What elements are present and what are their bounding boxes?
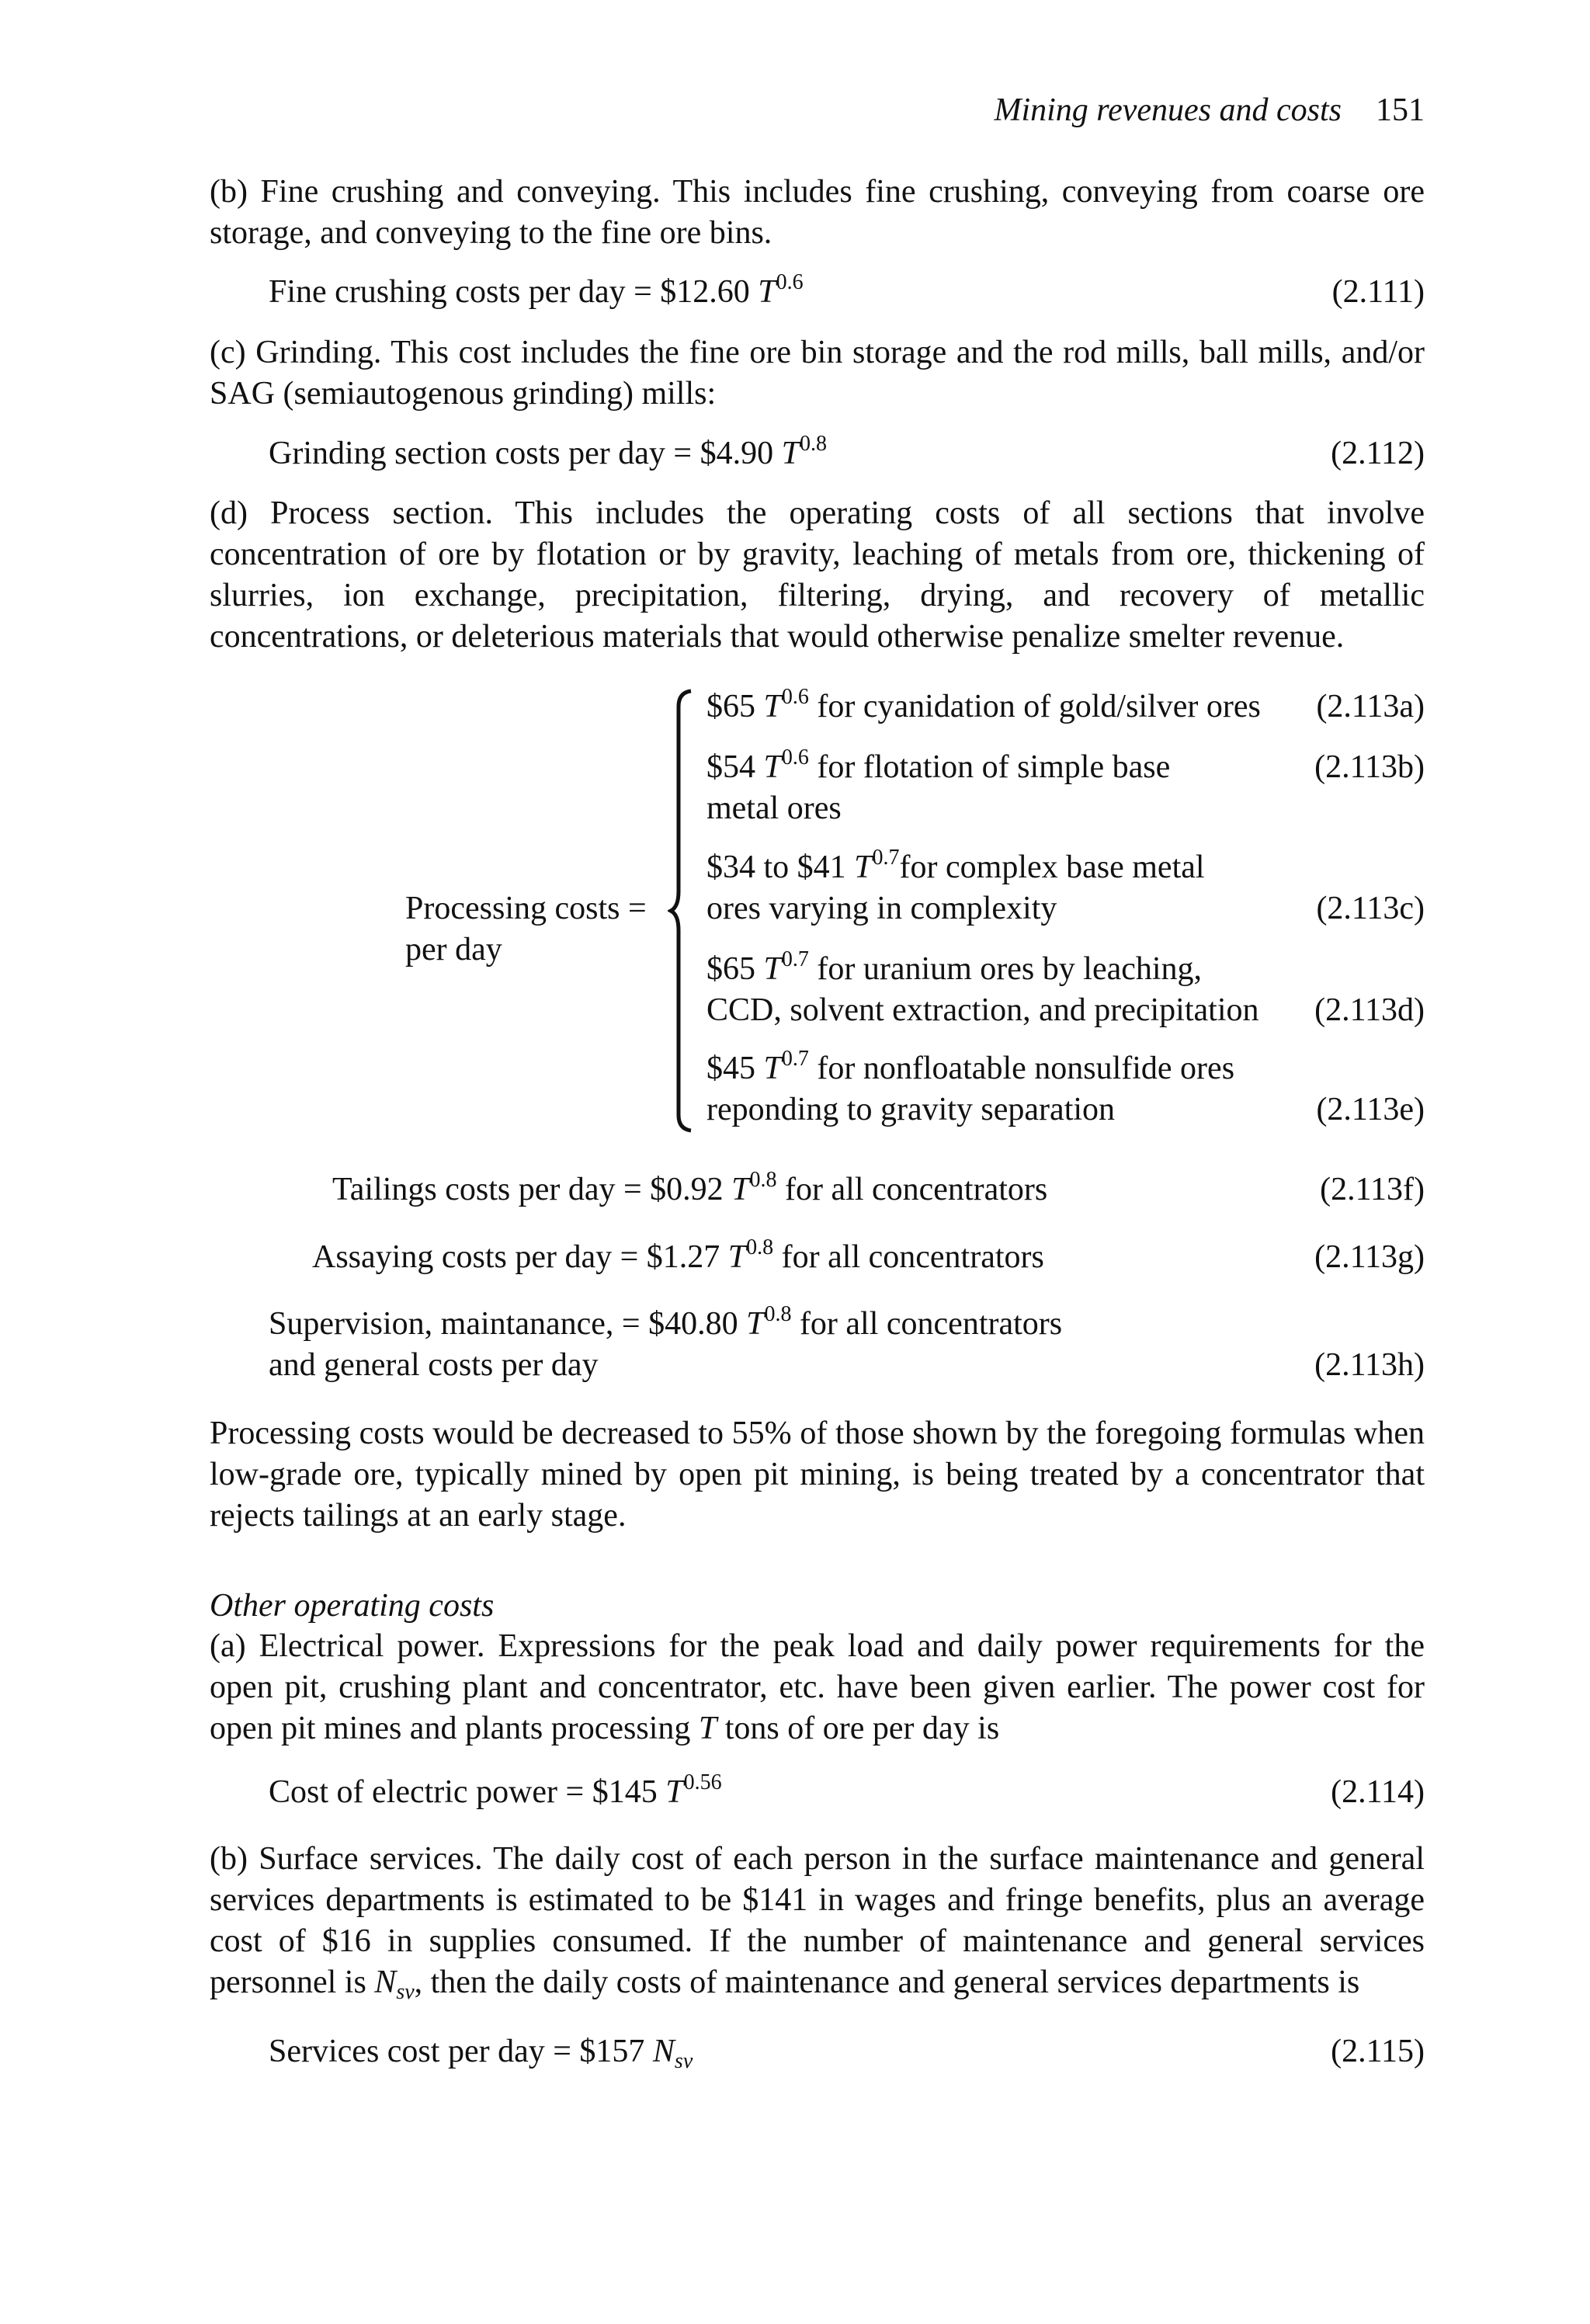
equation-number: (2.113g) [1314, 1239, 1425, 1275]
equation-2-111: Fine crushing costs per day = $12.60 $T^{0.6}$ [269, 270, 804, 310]
equation-number: (2.113f) [1320, 1172, 1425, 1207]
equation-tailings: Tailings costs per day = $0.92 $T^{0.8}$ for all concentrators [332, 1168, 1048, 1207]
section-heading: Other operating costs [210, 1588, 495, 1624]
equation-assaying: Assaying costs per day = $1.27 $T^{0.8}$ for all concentrators [312, 1235, 1044, 1275]
fine-crushing-paragraph: (b) Fine crushing and conveying. This includes fine crushing, conveying from coarse ore storage, and conveying to the fine ore bins. [210, 174, 1425, 251]
equation-2-114: Cost of electric power = $145 $T^{0.56}$ [269, 1770, 722, 1810]
equation-number: (2.114) [1331, 1774, 1425, 1810]
processing-costs-label-line2: per day [405, 932, 502, 967]
page-number: 151 [1376, 92, 1425, 128]
equation-supervision: Supervision, maintanance, = $40.80 $T^{0.8}$ for all concentrators and general costs per day [269, 1302, 1063, 1383]
electrical-power-paragraph: (a) Electrical power. Expressions for the peak load and daily power requirements for the open pit, crushing plant and concentrator, etc. have been given earlier. The power cost for open pit mines and plants processing T tons of ore per day is [210, 1628, 1425, 1746]
case-nonfloatable: $45 $T^{0.7}$ for nonfloatable nonsulfide ores reponding to gravity separation [706, 1047, 1235, 1127]
equation-number: (2.113d) [1314, 992, 1425, 1028]
equation-number: (2.113a) [1316, 689, 1425, 724]
equation-number: (2.113b) [1314, 749, 1425, 785]
case-uranium: $65 $T^{0.7}$ for uranium ores by leaching, CCD, solvent extraction, and precipitation [706, 947, 1259, 1028]
surface-services-paragraph: (b) Surface services. The daily cost of each person in the surface maintenance and general services departments is estimated to be $141 in wages and fringe benefits, plus an average cost of $16 in supplies consumed. If the number of maintenance and general services personnel is $N_{sv}$, then the daily costs of maintenance and general services departments is [210, 1841, 1425, 2004]
running-title: Mining revenues and costs [994, 92, 1342, 128]
processing-costs-label: Processing costs = [405, 891, 647, 926]
equation-number: (2.113e) [1316, 1092, 1425, 1127]
equation-number: (2.112) [1331, 436, 1425, 471]
grinding-paragraph: (c) Grinding. This cost includes the fine ore bin storage and the rod mills, ball mills, and/or SAG (semiautogenous grinding) mills: [210, 335, 1425, 412]
process-section-paragraph: (d) Process section. This includes the operating costs of all sections that involve concentration of ore by flotation or by gravity, leaching of metals from ore, thickening of slurries, ion exchange, precipitation, filtering, drying, and recovery of metallic concentrations, or deleterious materials that would otherwise penalize smelter revenue. [210, 495, 1425, 655]
equation-2-112: Grinding section costs per day = $4.90 $T^{0.8}$ [269, 432, 827, 471]
equation-number: (2.111) [1331, 274, 1425, 310]
left-brace [668, 688, 699, 1134]
running-header [994, 92, 1425, 129]
case-complex-base-metal: $34 to $41 $T^{0.7}for$ complex base metal ores varying in complexity [706, 846, 1205, 926]
processing-closing-paragraph: Processing costs would be decreased to 55% of those shown by the foregoing formulas when low-grade ore, typically mined by open pit mining, is being treated by a concentrator that rejects tailings at an early stage. [210, 1416, 1425, 1534]
equation-2-115: Services cost per day = $157 $N_{sv}$ [269, 2034, 693, 2073]
equation-number: (2.115) [1331, 2034, 1425, 2069]
equation-number: (2.113c) [1316, 891, 1425, 926]
case-flotation: $54 $T^{0.6}$ for flotation of simple base metal ores [706, 745, 1171, 826]
case-cyanidation: $65 $T^{0.6}$ for cyanidation of gold/silver ores [706, 685, 1261, 724]
equation-number: (2.113h) [1314, 1347, 1425, 1383]
